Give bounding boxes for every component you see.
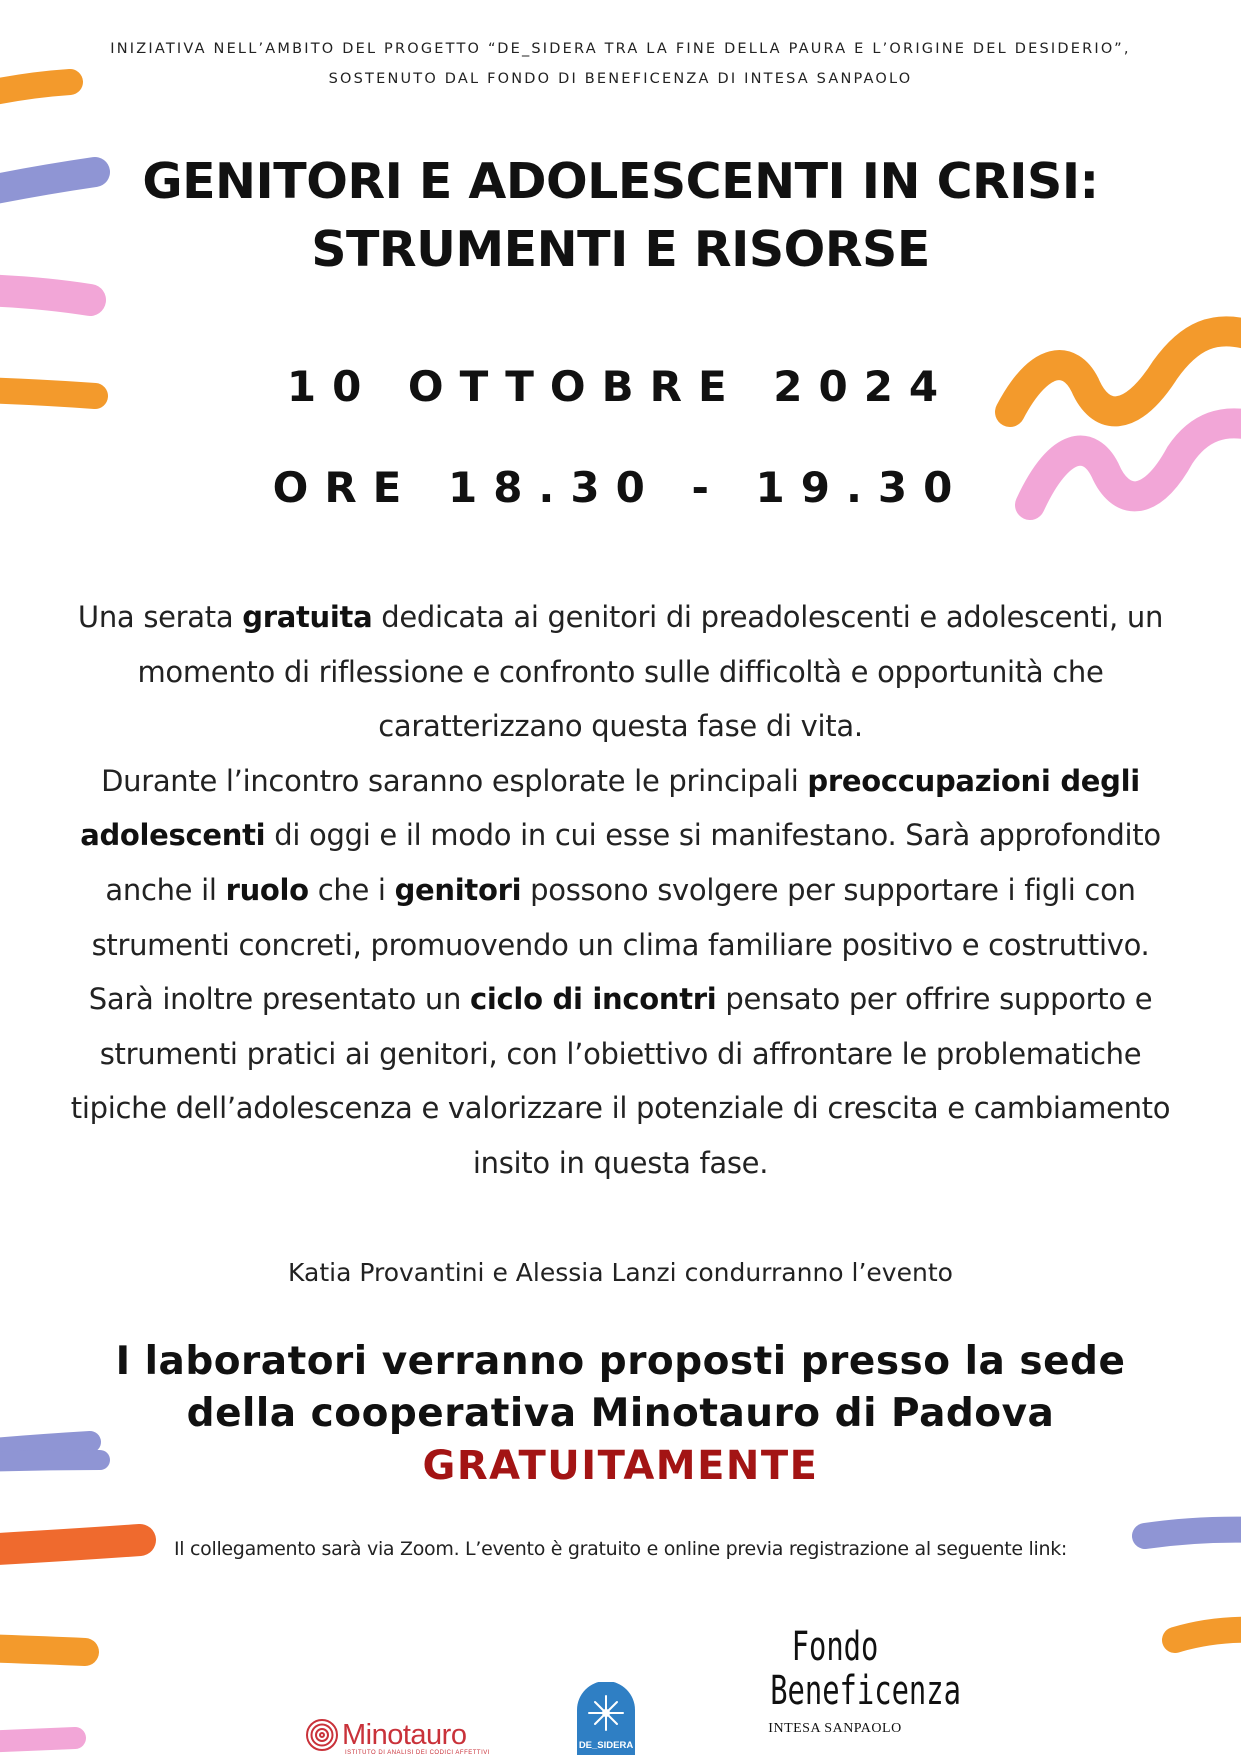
bold-ciclo-di-incontri: ciclo di incontri	[470, 982, 717, 1017]
workshop-free-label: GRATUITAMENTE	[422, 1443, 819, 1489]
text-run: di oggi e il modo in cui esse si manifestano. Sarà approfondito anche il	[105, 818, 1161, 907]
project-note-line-1: INIZIATIVA NELL’AMBITO DEL PROGETTO “DE_SIDERA TRA LA FINE DELLA PAURA E L’ORIGINE DEL DESIDERIO”,	[110, 41, 1131, 57]
page-title	[60, 148, 1181, 284]
text-run: possono svolgere per supportare i figli con strumenti concreti, promuovendo un clima familiare positivo e costruttivo.	[91, 872, 1150, 962]
brush-stroke-orange	[1175, 1630, 1241, 1640]
bold-genitori: genitori	[394, 872, 522, 907]
description-paragraph-3	[70, 972, 1171, 1190]
workshop-line-1: I laboratori verranno proposti presso la sede	[115, 1339, 1126, 1384]
project-note	[40, 34, 1201, 94]
text-run: Durante l’incontro saranno esplorate le principali	[101, 763, 808, 798]
fondo-logo-line-1: Fondo	[791, 1624, 879, 1670]
presenters-line: Katia Provantini e Alessia Lanzi condurranno l’evento	[288, 1258, 953, 1287]
text-run: pensato per offrire supporto e strumenti pratici ai genitori, con l’obiettivo di affrontare le problematiche tipiche dell’adolescenza e valorizzare il potenziale di crescita e cambiamento insito in questa fase.	[70, 982, 1171, 1180]
brush-stroke-blue	[1145, 1530, 1241, 1536]
minotauro-logo	[305, 1718, 490, 1756]
desidera-logo-text: DE_SIDERA	[578, 1740, 634, 1751]
bold-gratuita: gratuita	[242, 600, 373, 634]
desidera-logo	[573, 1682, 639, 1755]
workshop-line-2: della cooperativa Minotauro di Padova	[186, 1391, 1055, 1436]
brush-stroke-pink	[0, 1738, 75, 1742]
zoom-registration-note: Il collegamento sarà via Zoom. L’evento è gratuito e online previa registrazione al seguente link:	[173, 1538, 1068, 1560]
minotauro-spiral-icon	[305, 1718, 339, 1752]
title-line-2: STRUMENTI E RISORSE	[311, 221, 930, 278]
text-run: che i	[308, 872, 395, 907]
fondo-beneficenza-logo	[745, 1624, 961, 1737]
text-run: Sarà inoltre presentato un	[88, 982, 471, 1017]
brush-stroke-pink	[0, 290, 90, 300]
description-paragraph-2	[70, 754, 1171, 972]
brush-stroke-orange	[0, 1648, 85, 1652]
title-line-1: GENITORI E ADOLESCENTI IN CRISI:	[142, 153, 1099, 210]
minotauro-logo-text: Minotauro	[342, 1718, 467, 1751]
minotauro-logo-subtitle: ISTITUTO DI ANALISI DEI CODICI AFFETTIVI	[345, 1750, 490, 1756]
text-run: Una serata	[77, 600, 243, 634]
bold-preoccupazioni: preoccupazioni degli adolescenti	[80, 763, 1140, 853]
bold-ruolo: ruolo	[225, 872, 309, 907]
text-run: dedicata ai genitori di preadolescenti e adolescenti, un momento di riflessione e confronto sulle difficoltà e opportunità che caratterizzano questa fase di vita.	[137, 600, 1164, 744]
project-note-line-2: SOSTENUTO DAL FONDO DI BENEFICENZA DI INTESA SANPAOLO	[328, 71, 913, 87]
event-time: ORE 18.30 - 19.30	[272, 463, 969, 512]
intesa-sanpaolo-label: INTESA SANPAOLO	[768, 1721, 902, 1736]
workshop-info	[20, 1336, 1221, 1492]
description-paragraph-1	[70, 590, 1171, 754]
event-date: 10 OTTOBRE 2024	[286, 362, 955, 411]
fondo-logo-line-2: Beneficenza	[770, 1668, 961, 1714]
event-description	[70, 590, 1171, 1191]
